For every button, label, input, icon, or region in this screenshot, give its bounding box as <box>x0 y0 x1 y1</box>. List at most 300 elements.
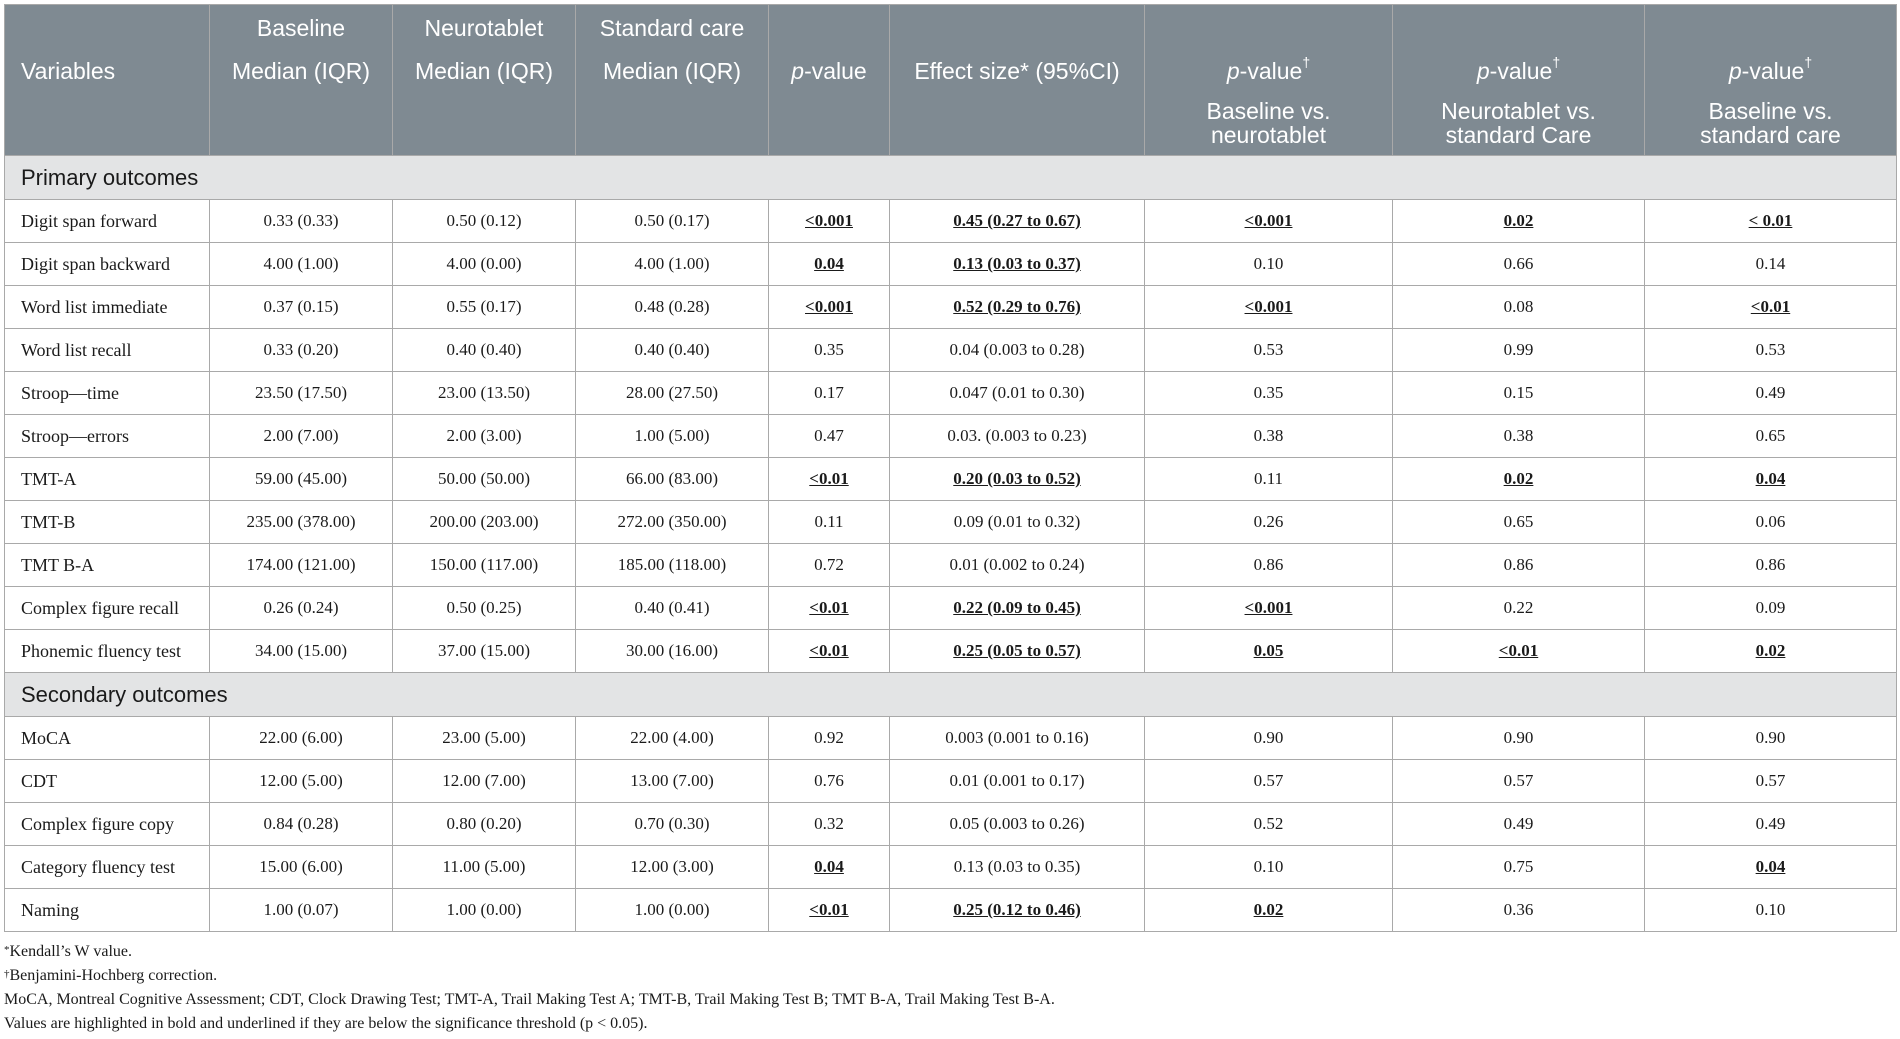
p-neurotablet-vs-standard-cell <box>1393 286 1645 329</box>
p-neurotablet-vs-standard-value: 0.36 <box>1503 900 1534 919</box>
baseline-cell <box>210 458 393 501</box>
effect-size-value: 0.25 (0.05 to 0.57) <box>953 641 1081 660</box>
effect-size-value: 0.45 (0.27 to 0.67) <box>953 211 1081 230</box>
p-baseline-vs-neurotablet-value: 0.35 <box>1253 383 1284 402</box>
neurotablet-cell <box>393 372 576 415</box>
table-row <box>5 200 1897 243</box>
p-value-cell <box>769 630 890 673</box>
p-baseline-vs-standard-cell <box>1645 587 1897 630</box>
effect-size-value: 0.13 (0.03 to 0.37) <box>953 254 1081 273</box>
table-row <box>5 846 1897 889</box>
baseline-cell <box>210 372 393 415</box>
variable-name-cell <box>5 415 210 458</box>
effect-size-cell <box>890 544 1145 587</box>
variable-name-value: MoCA <box>21 727 72 748</box>
effect-size-value: 0.047 (0.01 to 0.30) <box>949 383 1085 402</box>
p-neurotablet-vs-standard-cell <box>1393 630 1645 673</box>
table-row <box>5 415 1897 458</box>
p-value-cell <box>769 501 890 544</box>
standard-care-value: 1.00 (5.00) <box>634 426 710 445</box>
p-value-value: 0.47 <box>814 426 844 445</box>
variable-name-cell <box>5 372 210 415</box>
header-variables: Variables <box>5 51 210 91</box>
baseline-cell <box>210 544 393 587</box>
p-baseline-vs-neurotablet-cell <box>1145 717 1393 760</box>
p-value-cell <box>769 200 890 243</box>
neurotablet-cell <box>393 200 576 243</box>
neurotablet-cell <box>393 587 576 630</box>
p-baseline-vs-standard-value: 0.02 <box>1755 641 1786 660</box>
p-baseline-vs-neurotablet-value: 0.11 <box>1253 469 1284 488</box>
footnotes <box>4 940 1896 1036</box>
p-value-cell <box>769 415 890 458</box>
table-row <box>5 630 1897 673</box>
baseline-cell <box>210 587 393 630</box>
standard-care-cell <box>576 501 769 544</box>
p-baseline-vs-standard-value: 0.90 <box>1755 728 1786 747</box>
standard-care-cell <box>576 717 769 760</box>
p-baseline-vs-neurotablet-cell <box>1145 286 1393 329</box>
p-baseline-vs-standard-value: 0.49 <box>1755 383 1786 402</box>
variable-name-cell <box>5 544 210 587</box>
header-blank <box>576 91 769 156</box>
p-neurotablet-vs-standard-value: 0.02 <box>1503 211 1534 230</box>
p-baseline-vs-neurotablet-value: 0.86 <box>1253 555 1284 574</box>
baseline-cell <box>210 630 393 673</box>
p-baseline-vs-standard-cell <box>1645 846 1897 889</box>
neurotablet-value: 0.55 (0.17) <box>446 297 522 316</box>
neurotablet-value: 200.00 (203.00) <box>429 512 539 531</box>
p-value-value: 0.35 <box>814 340 844 359</box>
baseline-value: 0.26 (0.24) <box>263 598 339 617</box>
header-neurotablet: Neurotablet <box>393 5 576 52</box>
p-baseline-vs-neurotablet-cell <box>1145 372 1393 415</box>
variable-name-cell <box>5 717 210 760</box>
baseline-value: 59.00 (45.00) <box>254 469 348 488</box>
p-baseline-vs-standard-value: 0.04 <box>1755 469 1786 488</box>
p-value-value: <0.01 <box>809 598 849 617</box>
header-blank <box>1393 5 1645 52</box>
p-value-cell <box>769 372 890 415</box>
p-baseline-vs-standard-cell <box>1645 372 1897 415</box>
p-neurotablet-vs-standard-cell <box>1393 501 1645 544</box>
p-neurotablet-vs-standard-value: 0.08 <box>1503 297 1534 316</box>
neurotablet-value: 150.00 (117.00) <box>429 555 539 574</box>
variable-name-cell <box>5 200 210 243</box>
p-value-value: <0.01 <box>809 900 849 919</box>
p-value-cell <box>769 243 890 286</box>
section-title: Secondary outcomes <box>5 673 1897 717</box>
p-baseline-vs-neurotablet-value: 0.57 <box>1253 771 1284 790</box>
header-p-value-bh-2: p-value† <box>1393 51 1645 91</box>
neurotablet-cell <box>393 846 576 889</box>
p-neurotablet-vs-standard-value: 0.86 <box>1503 555 1534 574</box>
p-neurotablet-vs-standard-cell <box>1393 846 1645 889</box>
p-baseline-vs-neurotablet-cell <box>1145 200 1393 243</box>
baseline-value: 0.33 (0.20) <box>263 340 339 359</box>
results-table <box>4 4 1897 932</box>
section-header <box>5 156 1897 200</box>
p-value-cell <box>769 760 890 803</box>
p-baseline-vs-standard-cell <box>1645 200 1897 243</box>
header-comparison-neurotablet-standard: Neurotablet vs. standard Care <box>1393 91 1645 156</box>
p-value-value: <0.01 <box>809 469 849 488</box>
p-value-cell <box>769 329 890 372</box>
baseline-value: 0.33 (0.33) <box>263 211 339 230</box>
effect-size-value: 0.04 (0.003 to 0.28) <box>949 340 1085 359</box>
variable-name-cell <box>5 286 210 329</box>
standard-care-cell <box>576 760 769 803</box>
p-baseline-vs-neurotablet-value: 0.90 <box>1253 728 1284 747</box>
header-baseline-median: Median (IQR) <box>210 51 393 91</box>
variable-name-value: Word list recall <box>21 339 132 360</box>
baseline-cell <box>210 760 393 803</box>
standard-care-cell <box>576 200 769 243</box>
neurotablet-cell <box>393 760 576 803</box>
table-row <box>5 544 1897 587</box>
baseline-cell <box>210 200 393 243</box>
section-title: Primary outcomes <box>5 156 1897 200</box>
p-neurotablet-vs-standard-cell <box>1393 415 1645 458</box>
p-neurotablet-vs-standard-cell <box>1393 243 1645 286</box>
effect-size-cell <box>890 458 1145 501</box>
footnote-kendall: *Kendall’s W value. <box>4 943 132 960</box>
p-neurotablet-vs-standard-cell <box>1393 803 1645 846</box>
table-row <box>5 458 1897 501</box>
effect-size-value: 0.25 (0.12 to 0.46) <box>953 900 1081 919</box>
p-baseline-vs-standard-cell <box>1645 889 1897 932</box>
p-baseline-vs-neurotablet-cell <box>1145 458 1393 501</box>
header-blank <box>210 91 393 156</box>
standard-care-cell <box>576 803 769 846</box>
p-baseline-vs-standard-cell <box>1645 286 1897 329</box>
standard-care-cell <box>576 286 769 329</box>
effect-size-cell <box>890 372 1145 415</box>
p-baseline-vs-neurotablet-value: <0.001 <box>1244 598 1293 617</box>
standard-care-value: 272.00 (350.00) <box>617 512 727 531</box>
effect-size-value: 0.003 (0.001 to 0.16) <box>945 728 1089 747</box>
standard-care-value: 22.00 (4.00) <box>630 728 714 747</box>
table-header <box>5 5 1897 156</box>
p-value-cell <box>769 803 890 846</box>
standard-care-cell <box>576 544 769 587</box>
footnote-abbreviations: MoCA, Montreal Cognitive Assessment; CDT, Clock Drawing Test; TMT-A, Trail Making Test A; TMT-B, Trail Making Test B; TMT B-A, Trail Making Test B-A. <box>4 991 1055 1008</box>
p-baseline-vs-standard-value: 0.86 <box>1755 555 1786 574</box>
p-baseline-vs-standard-value: 0.14 <box>1755 254 1786 273</box>
variable-name-value: Stroop—time <box>21 382 119 403</box>
header-neurotablet-median: Median (IQR) <box>393 51 576 91</box>
variable-name-cell <box>5 846 210 889</box>
baseline-value: 2.00 (7.00) <box>263 426 339 445</box>
neurotablet-value: 1.00 (0.00) <box>446 900 522 919</box>
neurotablet-value: 23.00 (13.50) <box>437 383 531 402</box>
baseline-value: 4.00 (1.00) <box>263 254 339 273</box>
neurotablet-value: 50.00 (50.00) <box>437 469 531 488</box>
baseline-value: 0.37 (0.15) <box>263 297 339 316</box>
variable-name-cell <box>5 760 210 803</box>
variable-name-value: Complex figure recall <box>21 597 179 618</box>
effect-size-cell <box>890 286 1145 329</box>
p-baseline-vs-neurotablet-value: 0.05 <box>1253 641 1284 660</box>
variable-name-value: TMT-A <box>21 468 77 489</box>
baseline-value: 235.00 (378.00) <box>246 512 356 531</box>
variable-name-cell <box>5 803 210 846</box>
p-baseline-vs-neurotablet-cell <box>1145 243 1393 286</box>
header-blank <box>393 91 576 156</box>
p-baseline-vs-standard-value: 0.06 <box>1755 512 1786 531</box>
footnote-benjamini: †Benjamini-Hochberg correction. <box>4 967 218 984</box>
p-baseline-vs-neurotablet-cell <box>1145 501 1393 544</box>
neurotablet-cell <box>393 286 576 329</box>
p-neurotablet-vs-standard-cell <box>1393 544 1645 587</box>
p-baseline-vs-neurotablet-value: 0.26 <box>1253 512 1284 531</box>
standard-care-value: 0.40 (0.40) <box>634 340 710 359</box>
table-row <box>5 587 1897 630</box>
header-blank <box>890 91 1145 156</box>
p-neurotablet-vs-standard-value: 0.22 <box>1503 598 1534 617</box>
effect-size-cell <box>890 803 1145 846</box>
p-value-value: <0.01 <box>809 641 849 660</box>
p-neurotablet-vs-standard-value: 0.99 <box>1503 340 1534 359</box>
standard-care-value: 30.00 (16.00) <box>625 641 719 660</box>
p-value-value: 0.11 <box>814 512 844 531</box>
p-baseline-vs-neurotablet-cell <box>1145 889 1393 932</box>
baseline-value: 12.00 (5.00) <box>259 771 343 790</box>
header-blank <box>1145 5 1393 52</box>
p-baseline-vs-standard-value: 0.04 <box>1755 857 1786 876</box>
baseline-cell <box>210 501 393 544</box>
neurotablet-value: 37.00 (15.00) <box>437 641 531 660</box>
p-baseline-vs-neurotablet-value: 0.10 <box>1253 254 1284 273</box>
p-neurotablet-vs-standard-value: 0.75 <box>1503 857 1534 876</box>
standard-care-value: 13.00 (7.00) <box>630 771 714 790</box>
p-baseline-vs-standard-cell <box>1645 501 1897 544</box>
neurotablet-cell <box>393 630 576 673</box>
p-neurotablet-vs-standard-value: 0.02 <box>1503 469 1534 488</box>
effect-size-cell <box>890 243 1145 286</box>
neurotablet-cell <box>393 803 576 846</box>
neurotablet-value: 0.50 (0.12) <box>446 211 522 230</box>
effect-size-cell <box>890 846 1145 889</box>
p-neurotablet-vs-standard-cell <box>1393 372 1645 415</box>
p-baseline-vs-neurotablet-cell <box>1145 587 1393 630</box>
neurotablet-cell <box>393 889 576 932</box>
p-value-value: <0.001 <box>805 211 853 230</box>
p-baseline-vs-standard-value: 0.57 <box>1755 771 1786 790</box>
header-effect-size: Effect size* (95%CI) <box>890 51 1145 91</box>
baseline-cell <box>210 803 393 846</box>
p-baseline-vs-neurotablet-value: 0.53 <box>1253 340 1284 359</box>
table-row <box>5 889 1897 932</box>
p-baseline-vs-standard-value: < 0.01 <box>1748 211 1793 230</box>
results-table-container <box>4 4 1896 1036</box>
variable-name-value: Naming <box>21 899 79 920</box>
standard-care-cell <box>576 630 769 673</box>
p-value-cell <box>769 458 890 501</box>
p-baseline-vs-standard-cell <box>1645 458 1897 501</box>
effect-size-cell <box>890 200 1145 243</box>
variable-name-value: Complex figure copy <box>21 813 174 834</box>
neurotablet-value: 2.00 (3.00) <box>446 426 522 445</box>
table-body <box>5 156 1897 932</box>
effect-size-value: 0.13 (0.03 to 0.35) <box>953 857 1081 876</box>
table-row <box>5 760 1897 803</box>
neurotablet-value: 0.80 (0.20) <box>446 814 522 833</box>
neurotablet-value: 4.00 (0.00) <box>446 254 522 273</box>
effect-size-cell <box>890 501 1145 544</box>
p-value-value: 0.76 <box>814 771 844 790</box>
p-baseline-vs-standard-cell <box>1645 329 1897 372</box>
header-standard-median: Median (IQR) <box>576 51 769 91</box>
p-baseline-vs-neurotablet-value: <0.001 <box>1244 297 1293 316</box>
p-baseline-vs-standard-value: 0.10 <box>1755 900 1786 919</box>
standard-care-cell <box>576 889 769 932</box>
standard-care-value: 4.00 (1.00) <box>634 254 710 273</box>
header-variables-cell <box>5 5 210 52</box>
neurotablet-cell <box>393 329 576 372</box>
variable-name-cell <box>5 458 210 501</box>
neurotablet-value: 0.40 (0.40) <box>446 340 522 359</box>
effect-size-cell <box>890 630 1145 673</box>
p-baseline-vs-standard-value: 0.09 <box>1755 598 1786 617</box>
p-neurotablet-vs-standard-cell <box>1393 587 1645 630</box>
header-p-value: p-value <box>769 51 890 91</box>
header-comparison-baseline-neurotablet: Baseline vs. neurotablet <box>1145 91 1393 156</box>
effect-size-cell <box>890 889 1145 932</box>
baseline-value: 22.00 (6.00) <box>259 728 343 747</box>
p-baseline-vs-standard-cell <box>1645 630 1897 673</box>
p-value-cell <box>769 544 890 587</box>
baseline-value: 0.84 (0.28) <box>263 814 339 833</box>
standard-care-cell <box>576 587 769 630</box>
p-baseline-vs-standard-value: 0.65 <box>1755 426 1786 445</box>
standard-care-value: 66.00 (83.00) <box>625 469 719 488</box>
p-baseline-vs-standard-value: 0.49 <box>1755 814 1786 833</box>
baseline-cell <box>210 243 393 286</box>
neurotablet-value: 0.50 (0.25) <box>446 598 522 617</box>
baseline-cell <box>210 889 393 932</box>
header-blank <box>769 5 890 52</box>
p-neurotablet-vs-standard-cell <box>1393 329 1645 372</box>
p-baseline-vs-neurotablet-value: 0.52 <box>1253 814 1284 833</box>
p-baseline-vs-standard-value: 0.53 <box>1755 340 1786 359</box>
p-value-cell <box>769 587 890 630</box>
p-baseline-vs-neurotablet-cell <box>1145 760 1393 803</box>
header-p-value-bh-1: p-value† <box>1145 51 1393 91</box>
baseline-cell <box>210 415 393 458</box>
header-blank <box>890 5 1145 52</box>
p-neurotablet-vs-standard-value: 0.66 <box>1503 254 1534 273</box>
p-neurotablet-vs-standard-value: 0.57 <box>1503 771 1534 790</box>
p-baseline-vs-neurotablet-cell <box>1145 329 1393 372</box>
variable-name-cell <box>5 630 210 673</box>
variable-name-cell <box>5 329 210 372</box>
standard-care-value: 1.00 (0.00) <box>634 900 710 919</box>
neurotablet-value: 11.00 (5.00) <box>442 857 526 876</box>
baseline-value: 23.50 (17.50) <box>254 383 348 402</box>
standard-care-cell <box>576 329 769 372</box>
neurotablet-cell <box>393 458 576 501</box>
p-baseline-vs-neurotablet-cell <box>1145 630 1393 673</box>
p-baseline-vs-neurotablet-cell <box>1145 803 1393 846</box>
variable-name-cell <box>5 501 210 544</box>
neurotablet-cell <box>393 501 576 544</box>
neurotablet-cell <box>393 717 576 760</box>
variable-name-value: Category fluency test <box>21 856 175 877</box>
p-baseline-vs-standard-cell <box>1645 544 1897 587</box>
p-baseline-vs-standard-value: <0.01 <box>1750 297 1791 316</box>
neurotablet-value: 12.00 (7.00) <box>442 771 526 790</box>
p-neurotablet-vs-standard-cell <box>1393 458 1645 501</box>
p-baseline-vs-standard-cell <box>1645 243 1897 286</box>
variable-name-value: Digit span forward <box>21 210 157 231</box>
neurotablet-value: 23.00 (5.00) <box>442 728 526 747</box>
neurotablet-cell <box>393 415 576 458</box>
standard-care-value: 0.70 (0.30) <box>634 814 710 833</box>
variable-name-cell <box>5 243 210 286</box>
header-baseline: Baseline <box>210 5 393 52</box>
p-neurotablet-vs-standard-value: <0.01 <box>1498 641 1539 660</box>
standard-care-cell <box>576 243 769 286</box>
effect-size-cell <box>890 717 1145 760</box>
variable-name-value: TMT B-A <box>21 554 95 575</box>
p-neurotablet-vs-standard-cell <box>1393 200 1645 243</box>
p-value-value: 0.17 <box>814 383 844 402</box>
effect-size-cell <box>890 415 1145 458</box>
baseline-cell <box>210 329 393 372</box>
standard-care-cell <box>576 372 769 415</box>
footnote-highlight-note: Values are highlighted in bold and underlined if they are below the significance threshold (p < 0.05). <box>4 1015 648 1032</box>
p-baseline-vs-neurotablet-value: 0.10 <box>1253 857 1284 876</box>
p-value-cell <box>769 889 890 932</box>
standard-care-cell <box>576 458 769 501</box>
effect-size-value: 0.05 (0.003 to 0.26) <box>949 814 1085 833</box>
p-baseline-vs-neurotablet-cell <box>1145 846 1393 889</box>
p-baseline-vs-neurotablet-value: 0.38 <box>1253 426 1284 445</box>
baseline-cell <box>210 717 393 760</box>
table-row <box>5 717 1897 760</box>
p-baseline-vs-standard-cell <box>1645 717 1897 760</box>
baseline-value: 174.00 (121.00) <box>246 555 356 574</box>
p-neurotablet-vs-standard-cell <box>1393 760 1645 803</box>
p-baseline-vs-standard-cell <box>1645 760 1897 803</box>
effect-size-value: 0.22 (0.09 to 0.45) <box>953 598 1081 617</box>
p-value-cell <box>769 846 890 889</box>
variable-name-value: Digit span backward <box>21 253 170 274</box>
p-neurotablet-vs-standard-value: 0.38 <box>1503 426 1534 445</box>
header-standard-care: Standard care <box>576 5 769 52</box>
baseline-value: 1.00 (0.07) <box>263 900 339 919</box>
p-value-value: <0.001 <box>805 297 853 316</box>
effect-size-value: 0.09 (0.01 to 0.32) <box>953 512 1081 531</box>
header-p-value-bh-3: p-value† <box>1645 51 1897 91</box>
p-value-value: 0.04 <box>814 254 844 273</box>
effect-size-cell <box>890 329 1145 372</box>
header-blank <box>1645 5 1897 52</box>
baseline-cell <box>210 846 393 889</box>
p-neurotablet-vs-standard-value: 0.49 <box>1503 814 1534 833</box>
table-row <box>5 243 1897 286</box>
table-row <box>5 501 1897 544</box>
header-blank <box>769 91 890 156</box>
table-row <box>5 372 1897 415</box>
baseline-cell <box>210 286 393 329</box>
p-baseline-vs-neurotablet-value: <0.001 <box>1244 211 1293 230</box>
p-neurotablet-vs-standard-cell <box>1393 889 1645 932</box>
standard-care-value: 12.00 (3.00) <box>630 857 714 876</box>
standard-care-value: 0.48 (0.28) <box>634 297 710 316</box>
p-neurotablet-vs-standard-value: 0.65 <box>1503 512 1534 531</box>
